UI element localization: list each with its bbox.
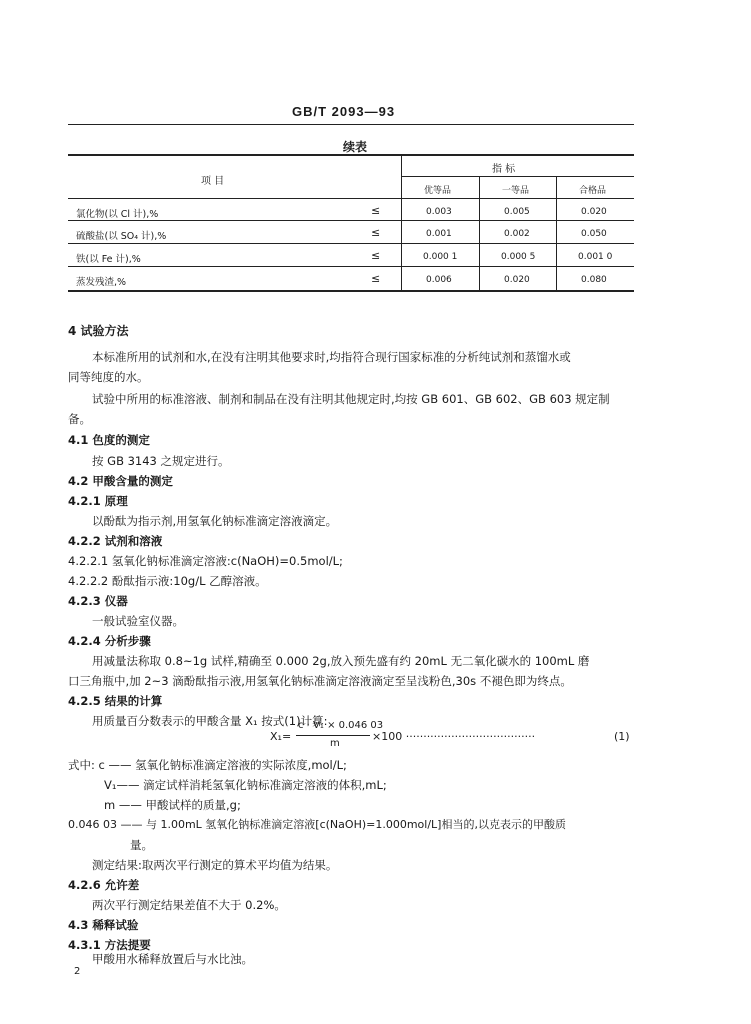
section-4-3-1-title: 4.3.1 方法提要 bbox=[68, 938, 151, 952]
fraction-bar bbox=[296, 735, 370, 736]
table-cell: 0.020 bbox=[581, 207, 607, 217]
table-row-rule bbox=[68, 266, 634, 267]
paragraph: 试验中所用的标准溶液、制剂和制品在没有注明其他规定时,均按 GB 601、GB 602、GB 603 规定制 bbox=[92, 392, 610, 406]
paragraph: 甲酸用水稀释放置后与水比浊。 bbox=[92, 952, 253, 966]
paragraph: 以酚酞为指示剂,用氢氧化钠标准滴定溶液滴定。 bbox=[92, 514, 338, 528]
table-header-rule bbox=[68, 198, 634, 199]
formula-denominator: m bbox=[330, 738, 340, 749]
paragraph: 用质量百分数表示的甲酸含量 X₁ 按式(1)计算: bbox=[92, 714, 328, 728]
table-col-rule bbox=[479, 176, 480, 291]
standard-header: GB/T 2093—93 bbox=[292, 104, 396, 119]
paragraph: 4.2.2.2 酚酞指示液:10g/L 乙醇溶液。 bbox=[68, 574, 267, 588]
spec-table bbox=[68, 154, 634, 292]
where-line: 式中: c —— 氢氧化钠标准滴定溶液的实际浓度,mol/L; bbox=[68, 758, 347, 772]
header-rule bbox=[68, 124, 634, 125]
paragraph: 按 GB 3143 之规定进行。 bbox=[92, 454, 230, 468]
table-cell: 0.000 5 bbox=[501, 252, 536, 262]
paragraph: 测定结果:取两次平行测定的算术平均值为结果。 bbox=[92, 858, 338, 872]
table-cell: 0.050 bbox=[581, 229, 607, 239]
table-cell: 0.080 bbox=[581, 275, 607, 285]
section-4-2-1-title: 4.2.1 原理 bbox=[68, 494, 128, 508]
table-cell: 0.002 bbox=[504, 229, 530, 239]
leq-sign: ≤ bbox=[371, 204, 381, 217]
paragraph: 备。 bbox=[68, 412, 91, 426]
row-label: 铁(以 Fe 计),% bbox=[76, 254, 141, 265]
table-cell: 0.000 1 bbox=[423, 252, 458, 262]
table-top-rule bbox=[68, 154, 634, 156]
leq-sign: ≤ bbox=[371, 249, 381, 262]
section-4-2-2-title: 4.2.2 试剂和溶液 bbox=[68, 534, 163, 548]
section-4-1-title: 4.1 色度的测定 bbox=[68, 433, 150, 447]
paragraph: 用减量法称取 0.8~1g 试样,精确至 0.000 2g,放入预先盛有约 20mL 无二氧化碳水的 100mL 磨 bbox=[92, 654, 590, 668]
section-4-2-4-title: 4.2.4 分析步骤 bbox=[68, 634, 151, 648]
table-col-rule bbox=[401, 154, 402, 291]
section-4-title: 4 试验方法 bbox=[68, 324, 129, 338]
paragraph: 一般试验室仪器。 bbox=[92, 614, 184, 628]
table-cell: 0.001 bbox=[426, 229, 452, 239]
row-label: 蒸发残渣,% bbox=[76, 277, 127, 288]
formula-lhs: X₁= bbox=[270, 730, 292, 743]
paragraph: 同等纯度的水。 bbox=[68, 370, 149, 384]
section-4-3-title: 4.3 稀释试验 bbox=[68, 918, 139, 932]
where-line: V₁—— 滴定试样消耗氢氧化钠标准滴定溶液的体积,mL; bbox=[104, 778, 387, 792]
grade-header: 一等品 bbox=[502, 186, 530, 196]
table-col-rule bbox=[556, 176, 557, 291]
col-index-header: 指 标 bbox=[492, 164, 516, 175]
section-4-2-6-title: 4.2.6 允许差 bbox=[68, 878, 140, 892]
grade-header: 合格品 bbox=[579, 186, 607, 196]
section-4-2-title: 4.2 甲酸含量的测定 bbox=[68, 474, 173, 488]
row-label: 氯化物(以 Cl 计),% bbox=[76, 209, 159, 220]
grade-header: 优等品 bbox=[424, 186, 452, 196]
table-cell: 0.003 bbox=[426, 207, 452, 217]
table-continued-label: 续表 bbox=[343, 140, 368, 154]
row-label: 硫酸盐(以 SO₄ 计),% bbox=[76, 231, 167, 242]
table-cell: 0.020 bbox=[504, 275, 530, 285]
leq-sign: ≤ bbox=[371, 226, 381, 239]
table-row-rule bbox=[68, 220, 634, 221]
table-cell: 0.006 bbox=[426, 275, 452, 285]
formula-number: (1) bbox=[614, 730, 630, 743]
section-4-2-3-title: 4.2.3 仪器 bbox=[68, 594, 128, 608]
formula-numerator: c · V₁ × 0.046 03 bbox=[298, 720, 384, 731]
table-subheader-rule bbox=[401, 176, 634, 177]
paragraph: 4.2.2.1 氢氧化钠标准滴定溶液:c(NaOH)=0.5mol/L; bbox=[68, 554, 343, 568]
leq-sign: ≤ bbox=[371, 272, 381, 285]
table-cell: 0.005 bbox=[504, 207, 530, 217]
table-row-rule bbox=[68, 243, 634, 244]
where-line: 量。 bbox=[130, 838, 153, 852]
col-item-header: 项 目 bbox=[201, 176, 225, 187]
paragraph: 本标准所用的试剂和水,在没有注明其他要求时,均指符合现行国家标准的分析纯试剂和蒸馏水或 bbox=[92, 350, 571, 364]
formula-tail: ×100 ····································· bbox=[372, 730, 536, 743]
where-line: m —— 甲酸试样的质量,g; bbox=[104, 798, 241, 812]
page-number: 2 bbox=[74, 966, 81, 977]
paragraph: 口三角瓶中,加 2~3 滴酚酞指示液,用氢氧化钠标准滴定溶液滴定至呈浅粉色,30s 不褪色即为终点。 bbox=[68, 674, 572, 688]
table-bottom-rule bbox=[68, 290, 634, 292]
where-line: 0.046 03 —— 与 1.00mL 氢氧化钠标准滴定溶液[c(NaOH)=1.000mol/L]相当的,以克表示的甲酸质 bbox=[68, 818, 566, 831]
paragraph: 两次平行测定结果差值不大于 0.2%。 bbox=[92, 898, 286, 912]
table-cell: 0.001 0 bbox=[578, 252, 613, 262]
section-4-2-5-title: 4.2.5 结果的计算 bbox=[68, 694, 163, 708]
